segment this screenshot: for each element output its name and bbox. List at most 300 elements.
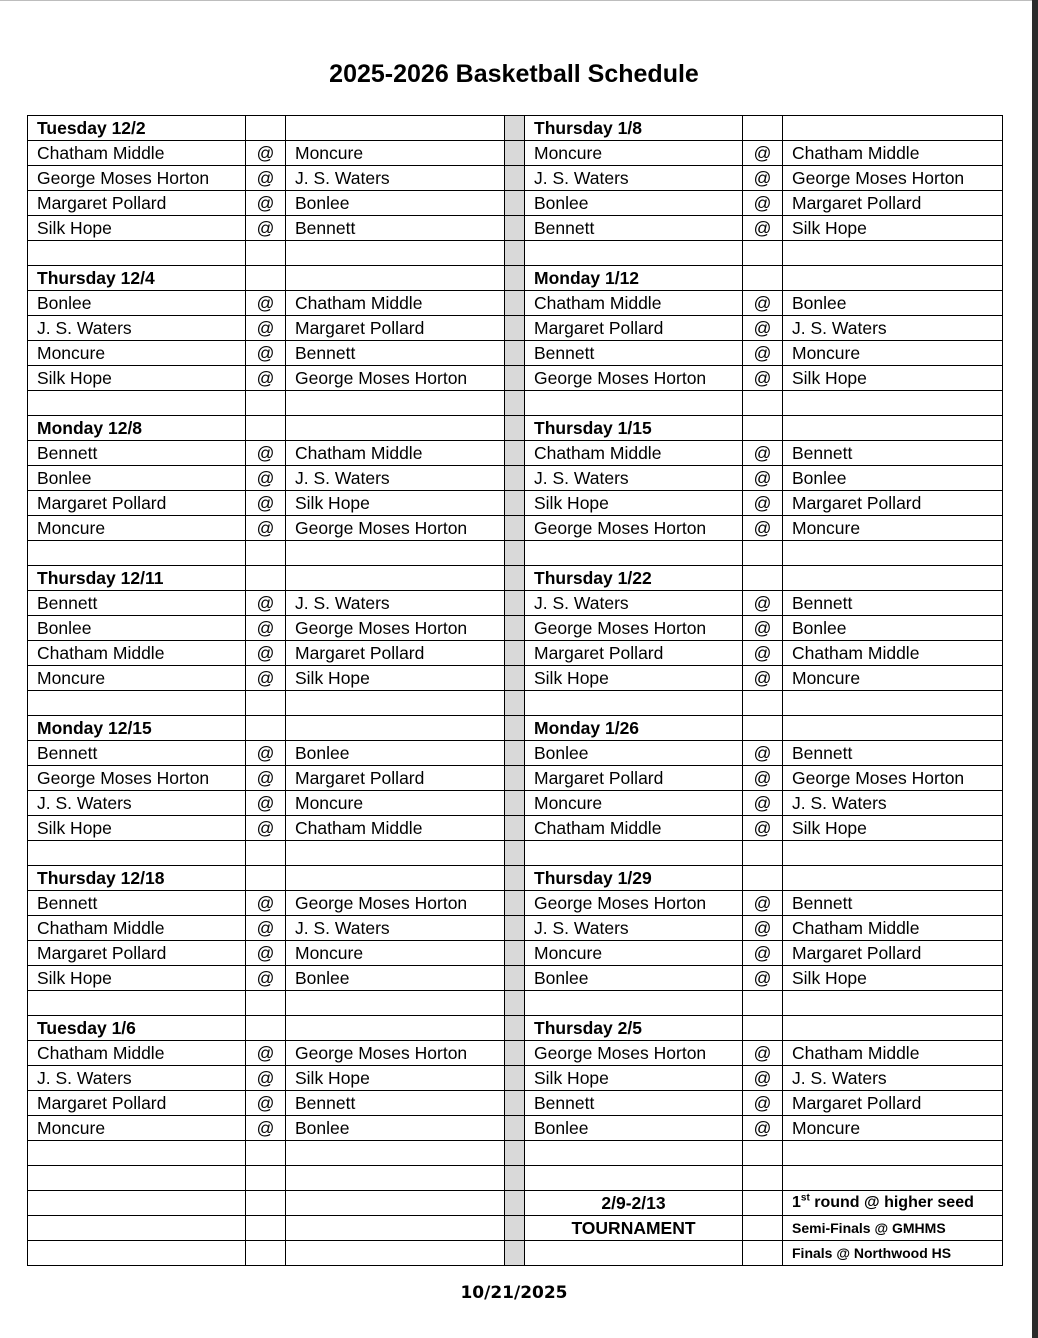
- empty-cell: [28, 691, 246, 716]
- schedule-table: [27, 115, 1003, 1266]
- left-home-team: Silk Hope: [28, 966, 246, 991]
- right-home-team: Chatham Middle: [525, 291, 743, 316]
- right-away-team: Moncure: [783, 516, 1003, 541]
- right-home-team: J. S. Waters: [525, 166, 743, 191]
- at-symbol: @: [246, 966, 286, 991]
- empty-cell: [286, 1166, 505, 1191]
- tournament-row-finals: [28, 1241, 1003, 1266]
- game-row: [28, 166, 1003, 191]
- column-divider: [505, 1166, 525, 1191]
- right-home-team: J. S. Waters: [525, 591, 743, 616]
- right-away-team: Margaret Pollard: [783, 1091, 1003, 1116]
- empty-cell: [525, 541, 743, 566]
- at-symbol: @: [246, 1116, 286, 1141]
- spacer-row: [28, 241, 1003, 266]
- right-away-team: Margaret Pollard: [783, 191, 1003, 216]
- spacer-row: [28, 391, 1003, 416]
- game-row: [28, 466, 1003, 491]
- game-row: [28, 216, 1003, 241]
- empty-cell: [525, 391, 743, 416]
- left-home-team: J. S. Waters: [28, 316, 246, 341]
- column-divider: [505, 966, 525, 991]
- right-away-team: Bonlee: [783, 291, 1003, 316]
- at-symbol: @: [743, 466, 783, 491]
- left-away-team: George Moses Horton: [286, 616, 505, 641]
- right-home-team: J. S. Waters: [525, 916, 743, 941]
- empty-cell: [246, 241, 286, 266]
- at-symbol: @: [743, 591, 783, 616]
- game-row: [28, 966, 1003, 991]
- at-symbol: @: [246, 141, 286, 166]
- left-away-team: Bonlee: [286, 191, 505, 216]
- right-home-team: Bonlee: [525, 741, 743, 766]
- empty-cell: [743, 691, 783, 716]
- column-divider: [505, 1216, 525, 1241]
- empty-cell: [783, 841, 1003, 866]
- empty-cell: [743, 1016, 783, 1041]
- at-symbol: @: [743, 816, 783, 841]
- right-home-team: Chatham Middle: [525, 441, 743, 466]
- right-away-team: J. S. Waters: [783, 316, 1003, 341]
- schedule-body: [28, 116, 1003, 1266]
- right-edge-bar: [1032, 0, 1038, 1338]
- game-row: [28, 341, 1003, 366]
- game-row: [28, 191, 1003, 216]
- right-away-team: George Moses Horton: [783, 166, 1003, 191]
- column-divider: [505, 1191, 525, 1216]
- empty-cell: [28, 391, 246, 416]
- game-row: [28, 1116, 1003, 1141]
- empty-cell: [246, 391, 286, 416]
- empty-cell: [743, 566, 783, 591]
- at-symbol: @: [246, 641, 286, 666]
- empty-cell: [743, 391, 783, 416]
- right-away-team: Bennett: [783, 441, 1003, 466]
- empty-cell: [246, 416, 286, 441]
- empty-cell: [525, 691, 743, 716]
- right-away-team: Chatham Middle: [783, 141, 1003, 166]
- at-symbol: @: [743, 616, 783, 641]
- right-home-team: Silk Hope: [525, 491, 743, 516]
- left-away-team: Bennett: [286, 1091, 505, 1116]
- at-symbol: @: [246, 741, 286, 766]
- right-home-team: Margaret Pollard: [525, 316, 743, 341]
- at-symbol: @: [246, 1066, 286, 1091]
- at-symbol: @: [743, 1091, 783, 1116]
- left-away-team: Margaret Pollard: [286, 316, 505, 341]
- right-home-team: Moncure: [525, 791, 743, 816]
- at-symbol: @: [743, 966, 783, 991]
- left-away-team: Bennett: [286, 216, 505, 241]
- left-home-team: Bonlee: [28, 616, 246, 641]
- empty-cell: [286, 716, 505, 741]
- right-away-team: J. S. Waters: [783, 1066, 1003, 1091]
- left-home-team: Silk Hope: [28, 816, 246, 841]
- column-divider: [505, 216, 525, 241]
- left-away-team: Bennett: [286, 341, 505, 366]
- empty-cell: [286, 841, 505, 866]
- right-home-team: Bonlee: [525, 1116, 743, 1141]
- at-symbol: @: [743, 641, 783, 666]
- left-game-date: Monday 12/8: [28, 416, 246, 441]
- at-symbol: @: [743, 766, 783, 791]
- at-symbol: @: [743, 291, 783, 316]
- column-divider: [505, 1116, 525, 1141]
- empty-cell: [28, 1166, 246, 1191]
- right-away-team: George Moses Horton: [783, 766, 1003, 791]
- tournament-dates: 2/9-2/13: [525, 1191, 743, 1216]
- right-away-team: Moncure: [783, 341, 1003, 366]
- spacer-row: [28, 691, 1003, 716]
- left-away-team: George Moses Horton: [286, 891, 505, 916]
- game-row: [28, 741, 1003, 766]
- empty-cell: [246, 716, 286, 741]
- empty-cell: [743, 416, 783, 441]
- spacer-row: [28, 541, 1003, 566]
- left-home-team: Bonlee: [28, 291, 246, 316]
- left-game-date: Tuesday 12/2: [28, 116, 246, 141]
- left-away-team: Moncure: [286, 791, 505, 816]
- at-symbol: @: [246, 791, 286, 816]
- right-away-team: Bonlee: [783, 616, 1003, 641]
- game-row: [28, 941, 1003, 966]
- top-border-line: [0, 0, 1032, 1]
- at-symbol: @: [246, 516, 286, 541]
- column-divider: [505, 441, 525, 466]
- left-game-date: Thursday 12/11: [28, 566, 246, 591]
- at-symbol: @: [246, 341, 286, 366]
- at-symbol: @: [743, 216, 783, 241]
- at-symbol: @: [743, 1041, 783, 1066]
- column-divider: [505, 341, 525, 366]
- right-home-team: George Moses Horton: [525, 516, 743, 541]
- right-away-team: Bennett: [783, 741, 1003, 766]
- empty-cell: [525, 1141, 743, 1166]
- column-divider: [505, 1041, 525, 1066]
- left-away-team: Silk Hope: [286, 1066, 505, 1091]
- at-symbol: @: [743, 1066, 783, 1091]
- column-divider: [505, 941, 525, 966]
- left-home-team: Bonlee: [28, 466, 246, 491]
- empty-cell: [286, 541, 505, 566]
- at-symbol: @: [246, 616, 286, 641]
- date-header-row: [28, 266, 1003, 291]
- right-away-team: Silk Hope: [783, 216, 1003, 241]
- column-divider: [505, 616, 525, 641]
- empty-cell: [246, 541, 286, 566]
- empty-cell: [246, 991, 286, 1016]
- left-home-team: Silk Hope: [28, 216, 246, 241]
- column-divider: [505, 741, 525, 766]
- empty-cell: [525, 841, 743, 866]
- game-row: [28, 791, 1003, 816]
- empty-cell: [286, 116, 505, 141]
- empty-cell: [286, 1141, 505, 1166]
- right-away-team: Bonlee: [783, 466, 1003, 491]
- left-home-team: J. S. Waters: [28, 1066, 246, 1091]
- tournament-label: TOURNAMENT: [525, 1216, 743, 1241]
- at-symbol: @: [743, 791, 783, 816]
- column-divider: [505, 1241, 525, 1266]
- empty-cell: [28, 991, 246, 1016]
- left-away-team: Bonlee: [286, 966, 505, 991]
- column-divider: [505, 316, 525, 341]
- right-home-team: Bennett: [525, 341, 743, 366]
- at-symbol: @: [246, 1041, 286, 1066]
- left-away-team: Silk Hope: [286, 666, 505, 691]
- left-away-team: Bonlee: [286, 1116, 505, 1141]
- right-home-team: Bonlee: [525, 966, 743, 991]
- empty-cell: [286, 266, 505, 291]
- column-divider: [505, 266, 525, 291]
- right-away-team: Silk Hope: [783, 366, 1003, 391]
- empty-cell: [783, 1166, 1003, 1191]
- empty-cell: [743, 541, 783, 566]
- game-row: [28, 516, 1003, 541]
- empty-cell: [246, 266, 286, 291]
- tournament-row-dates: [28, 1191, 1003, 1216]
- game-row: [28, 816, 1003, 841]
- left-game-date: Monday 12/15: [28, 716, 246, 741]
- game-row: [28, 891, 1003, 916]
- column-divider: [505, 866, 525, 891]
- left-away-team: George Moses Horton: [286, 1041, 505, 1066]
- empty-cell: [783, 391, 1003, 416]
- spacer-row: [28, 1166, 1003, 1191]
- right-home-team: George Moses Horton: [525, 1041, 743, 1066]
- right-game-date: Monday 1/12: [525, 266, 743, 291]
- empty-cell: [286, 1016, 505, 1041]
- empty-cell: [286, 991, 505, 1016]
- right-home-team: Moncure: [525, 941, 743, 966]
- left-away-team: Moncure: [286, 141, 505, 166]
- left-away-team: J. S. Waters: [286, 591, 505, 616]
- game-row: [28, 666, 1003, 691]
- empty-cell: [286, 391, 505, 416]
- empty-cell: [783, 116, 1003, 141]
- empty-cell: [286, 691, 505, 716]
- empty-cell: [246, 866, 286, 891]
- at-symbol: @: [246, 166, 286, 191]
- at-symbol: @: [743, 516, 783, 541]
- right-home-team: Bennett: [525, 1091, 743, 1116]
- right-home-team: Moncure: [525, 141, 743, 166]
- right-home-team: Silk Hope: [525, 666, 743, 691]
- left-home-team: Chatham Middle: [28, 1041, 246, 1066]
- at-symbol: @: [246, 366, 286, 391]
- at-symbol: @: [246, 491, 286, 516]
- right-home-team: Silk Hope: [525, 1066, 743, 1091]
- game-row: [28, 1066, 1003, 1091]
- at-symbol: @: [246, 466, 286, 491]
- column-divider: [505, 241, 525, 266]
- game-row: [28, 591, 1003, 616]
- empty-cell: [783, 416, 1003, 441]
- at-symbol: @: [743, 191, 783, 216]
- at-symbol: @: [246, 816, 286, 841]
- tournament-semifinals: Semi-Finals @ GMHMS: [783, 1216, 1003, 1241]
- column-divider: [505, 791, 525, 816]
- left-home-team: Chatham Middle: [28, 916, 246, 941]
- empty-cell: [783, 866, 1003, 891]
- tournament-first-round: 1st round @ higher seed: [783, 1191, 1003, 1216]
- right-home-team: Bennett: [525, 216, 743, 241]
- empty-cell: [286, 416, 505, 441]
- column-divider: [505, 916, 525, 941]
- column-divider: [505, 991, 525, 1016]
- right-away-team: Chatham Middle: [783, 1041, 1003, 1066]
- left-away-team: Margaret Pollard: [286, 641, 505, 666]
- left-home-team: Margaret Pollard: [28, 191, 246, 216]
- right-home-team: Margaret Pollard: [525, 766, 743, 791]
- empty-cell: [743, 841, 783, 866]
- left-home-team: Bennett: [28, 591, 246, 616]
- column-divider: [505, 416, 525, 441]
- empty-cell: [246, 691, 286, 716]
- empty-cell: [28, 241, 246, 266]
- at-symbol: @: [246, 666, 286, 691]
- at-symbol: @: [246, 766, 286, 791]
- left-home-team: Bennett: [28, 441, 246, 466]
- left-home-team: Bennett: [28, 891, 246, 916]
- empty-cell: [525, 991, 743, 1016]
- column-divider: [505, 1091, 525, 1116]
- right-home-team: Chatham Middle: [525, 816, 743, 841]
- empty-cell: [246, 566, 286, 591]
- left-away-team: Chatham Middle: [286, 816, 505, 841]
- right-away-team: Margaret Pollard: [783, 491, 1003, 516]
- empty-cell: [783, 1016, 1003, 1041]
- game-row: [28, 766, 1003, 791]
- column-divider: [505, 691, 525, 716]
- at-symbol: @: [743, 941, 783, 966]
- right-home-team: George Moses Horton: [525, 891, 743, 916]
- revision-date: 10/21/2025: [460, 1283, 568, 1303]
- column-divider: [505, 841, 525, 866]
- at-symbol: @: [246, 1091, 286, 1116]
- empty-cell: [286, 566, 505, 591]
- page-title: 2025-2026 Basketball Schedule: [329, 60, 699, 88]
- column-divider: [505, 641, 525, 666]
- column-divider: [505, 1066, 525, 1091]
- spacer-row: [28, 991, 1003, 1016]
- at-symbol: @: [246, 941, 286, 966]
- left-home-team: Moncure: [28, 341, 246, 366]
- at-symbol: @: [743, 741, 783, 766]
- spacer-row: [28, 1141, 1003, 1166]
- right-home-team: George Moses Horton: [525, 366, 743, 391]
- empty-cell: [743, 116, 783, 141]
- left-home-team: J. S. Waters: [28, 791, 246, 816]
- game-row: [28, 491, 1003, 516]
- left-home-team: Margaret Pollard: [28, 1091, 246, 1116]
- column-divider: [505, 891, 525, 916]
- left-home-team: Margaret Pollard: [28, 491, 246, 516]
- date-header-row: [28, 716, 1003, 741]
- empty-cell: [246, 1166, 286, 1191]
- empty-cell: [246, 841, 286, 866]
- left-away-team: Margaret Pollard: [286, 766, 505, 791]
- game-row: [28, 316, 1003, 341]
- at-symbol: @: [246, 191, 286, 216]
- empty-cell: [783, 241, 1003, 266]
- column-divider: [505, 291, 525, 316]
- left-game-date: Thursday 12/18: [28, 866, 246, 891]
- empty-cell: [743, 1166, 783, 1191]
- at-symbol: @: [743, 316, 783, 341]
- left-away-team: Moncure: [286, 941, 505, 966]
- right-away-team: Chatham Middle: [783, 641, 1003, 666]
- date-header-row: [28, 866, 1003, 891]
- left-away-team: Chatham Middle: [286, 291, 505, 316]
- empty-cell: [286, 866, 505, 891]
- at-symbol: @: [246, 216, 286, 241]
- column-divider: [505, 591, 525, 616]
- right-home-team: Margaret Pollard: [525, 641, 743, 666]
- tournament-row-label: [28, 1216, 1003, 1241]
- column-divider: [505, 716, 525, 741]
- empty-cell: [743, 241, 783, 266]
- at-symbol: @: [743, 341, 783, 366]
- column-divider: [505, 491, 525, 516]
- empty-cell: [743, 991, 783, 1016]
- empty-cell: [783, 541, 1003, 566]
- right-game-date: Thursday 1/22: [525, 566, 743, 591]
- empty-cell: [286, 241, 505, 266]
- game-row: [28, 291, 1003, 316]
- column-divider: [505, 766, 525, 791]
- game-row: [28, 366, 1003, 391]
- left-home-team: Moncure: [28, 516, 246, 541]
- game-row: [28, 1041, 1003, 1066]
- column-divider: [505, 391, 525, 416]
- right-game-date: Thursday 1/15: [525, 416, 743, 441]
- right-away-team: Bennett: [783, 591, 1003, 616]
- column-divider: [505, 516, 525, 541]
- right-away-team: Moncure: [783, 1116, 1003, 1141]
- game-row: [28, 916, 1003, 941]
- column-divider: [505, 191, 525, 216]
- at-symbol: @: [246, 591, 286, 616]
- at-symbol: @: [743, 916, 783, 941]
- at-symbol: @: [246, 291, 286, 316]
- left-home-team: Silk Hope: [28, 366, 246, 391]
- empty-cell: [246, 1141, 286, 1166]
- date-header-row: [28, 566, 1003, 591]
- right-away-team: Silk Hope: [783, 816, 1003, 841]
- at-symbol: @: [743, 491, 783, 516]
- left-home-team: George Moses Horton: [28, 766, 246, 791]
- left-away-team: George Moses Horton: [286, 516, 505, 541]
- game-row: [28, 641, 1003, 666]
- right-home-team: Bonlee: [525, 191, 743, 216]
- game-row: [28, 441, 1003, 466]
- empty-cell: [246, 1016, 286, 1041]
- at-symbol: @: [743, 666, 783, 691]
- game-row: [28, 616, 1003, 641]
- left-away-team: George Moses Horton: [286, 366, 505, 391]
- left-home-team: Moncure: [28, 666, 246, 691]
- right-away-team: Moncure: [783, 666, 1003, 691]
- empty-cell: [525, 241, 743, 266]
- column-divider: [505, 116, 525, 141]
- at-symbol: @: [743, 166, 783, 191]
- tournament-finals: Finals @ Northwood HS: [783, 1241, 1003, 1266]
- left-home-team: Bennett: [28, 741, 246, 766]
- right-home-team: George Moses Horton: [525, 616, 743, 641]
- empty-cell: [783, 691, 1003, 716]
- column-divider: [505, 1016, 525, 1041]
